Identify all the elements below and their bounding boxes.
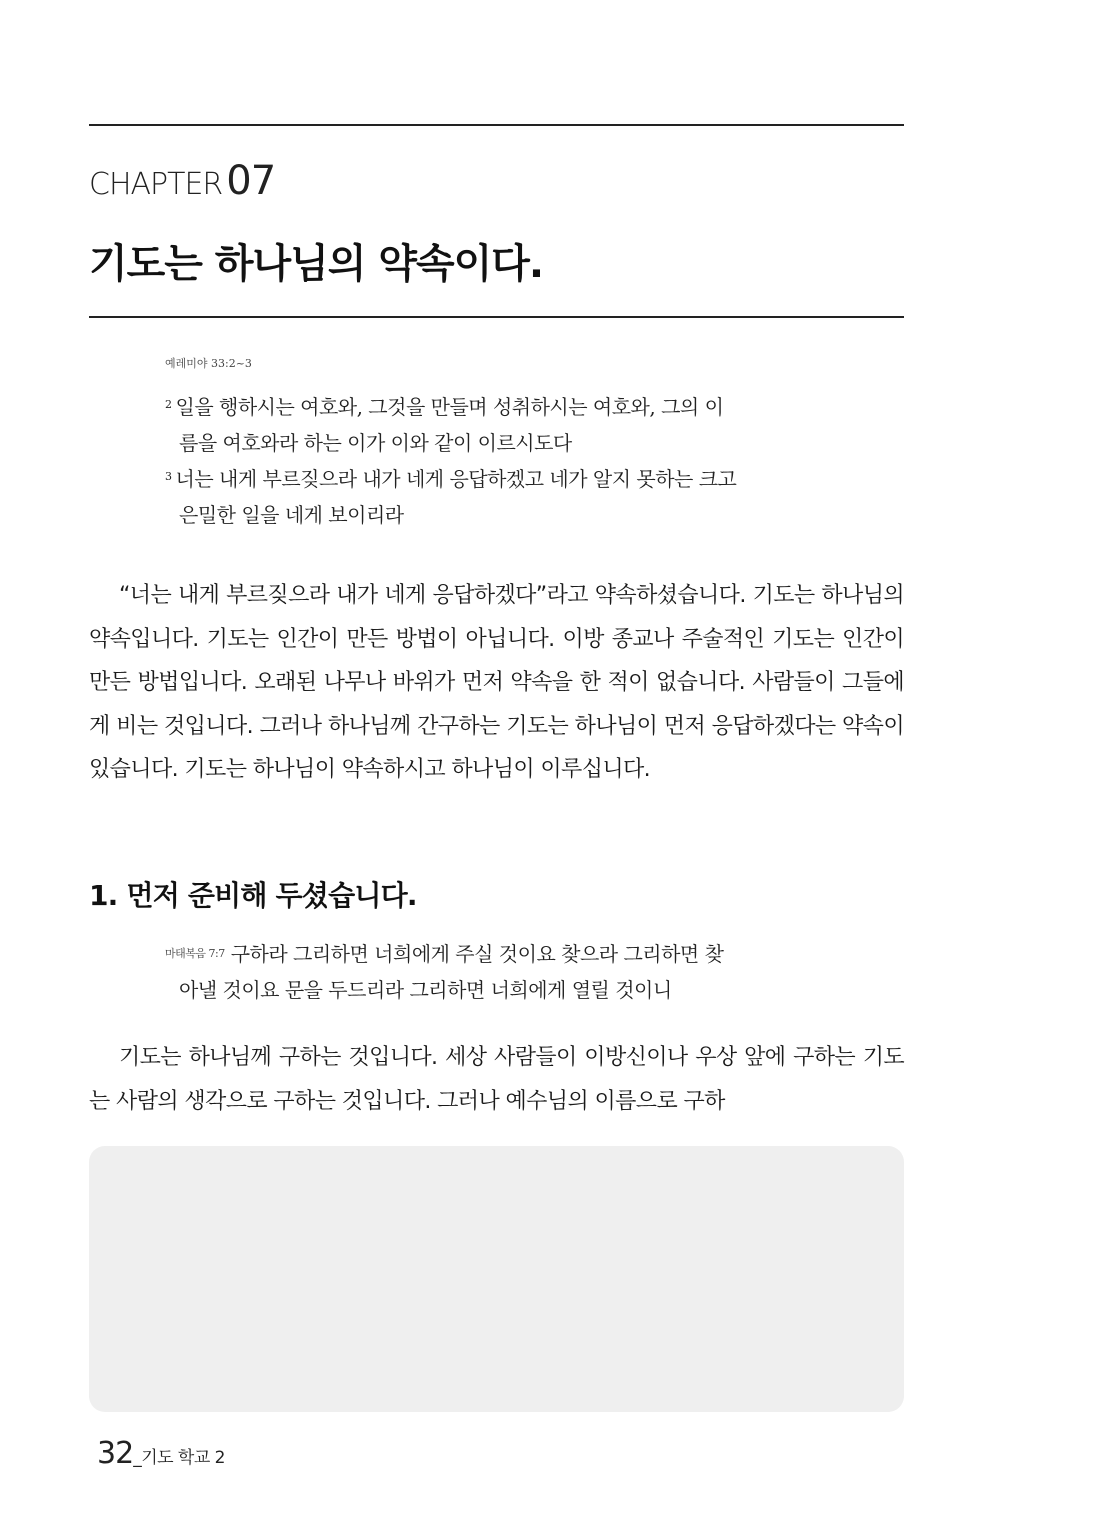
chapter-number: 07	[226, 158, 276, 204]
body-paragraph: “너는 내게 부르짖으라 내가 네게 응답하겠다”라고 약속하셨습니다. 기도는 하나님의 약속입니다. 기도는 인간이 만든 방법이 아닙니다. 이방 종교나 주술적인 기도는 인간이 만든 방법입니다. 오래된 나무나 바위가 먼저 약속을 한 적이 없습니다. 사람들이 그들에게 비는 것입니다. 그러나 하나님께 간구하는 기도는 하나님이 먼저 응답하겠다는 약속이 있습니다. 기도는 하나님이 약속하시고 하나님이 이루십니다.	[89, 583, 904, 782]
scripture-reference: 예레미야 33:2~3	[165, 357, 252, 370]
section-heading: 1. 먼저 준비해 두셨습니다.	[89, 879, 417, 912]
verse-line: 아낼 것이요 문을 두드리라 그리하면 너희에게 열릴 것이니	[179, 978, 672, 1002]
verse-line: 름을 여호와라 하는 이가 이와 같이 이르시도다	[179, 431, 572, 455]
verse-line: 은밀한 일을 네게 보이리라	[179, 503, 404, 527]
scripture-verse	[165, 389, 845, 461]
title-rule	[89, 316, 904, 318]
verse-number: 2	[165, 398, 172, 411]
verse-line	[165, 936, 845, 972]
verse-line	[165, 389, 845, 425]
chapter-title: 기도는 하나님의 약속이다.	[89, 241, 544, 287]
verse-text: 너는 내게 부르짖으라 내가 네게 응답하겠고 네가 알지 못하는 크고	[175, 467, 737, 491]
verse-line	[165, 461, 845, 497]
scripture-reference: 마태복음 7:7	[165, 947, 225, 960]
verse-text: 구하라 그리하면 너희에게 주실 것이요 찾으라 그리하면 찾	[230, 942, 724, 966]
chapter-label	[89, 158, 275, 204]
top-rule	[89, 124, 904, 126]
page-number: 32	[97, 1436, 134, 1471]
body-paragraph: 기도는 하나님께 구하는 것입니다. 세상 사람들이 이방신이나 우상 앞에 구하는 기도는 사람의 생각으로 구하는 것입니다. 그러나 예수님의 이름으로 구하	[89, 1045, 904, 1114]
scripture-verse	[165, 936, 845, 1008]
page-footer	[97, 1436, 225, 1471]
scripture-verse	[165, 461, 845, 533]
grey-box	[89, 1146, 904, 1412]
chapter-word: CHAPTER	[89, 167, 223, 202]
verse-number: 3	[165, 470, 172, 483]
verse-text: 일을 행하시는 여호와, 그것을 만들며 성취하시는 여호와, 그의 이	[175, 395, 724, 419]
running-title: _기도 학교 2	[133, 1448, 225, 1468]
